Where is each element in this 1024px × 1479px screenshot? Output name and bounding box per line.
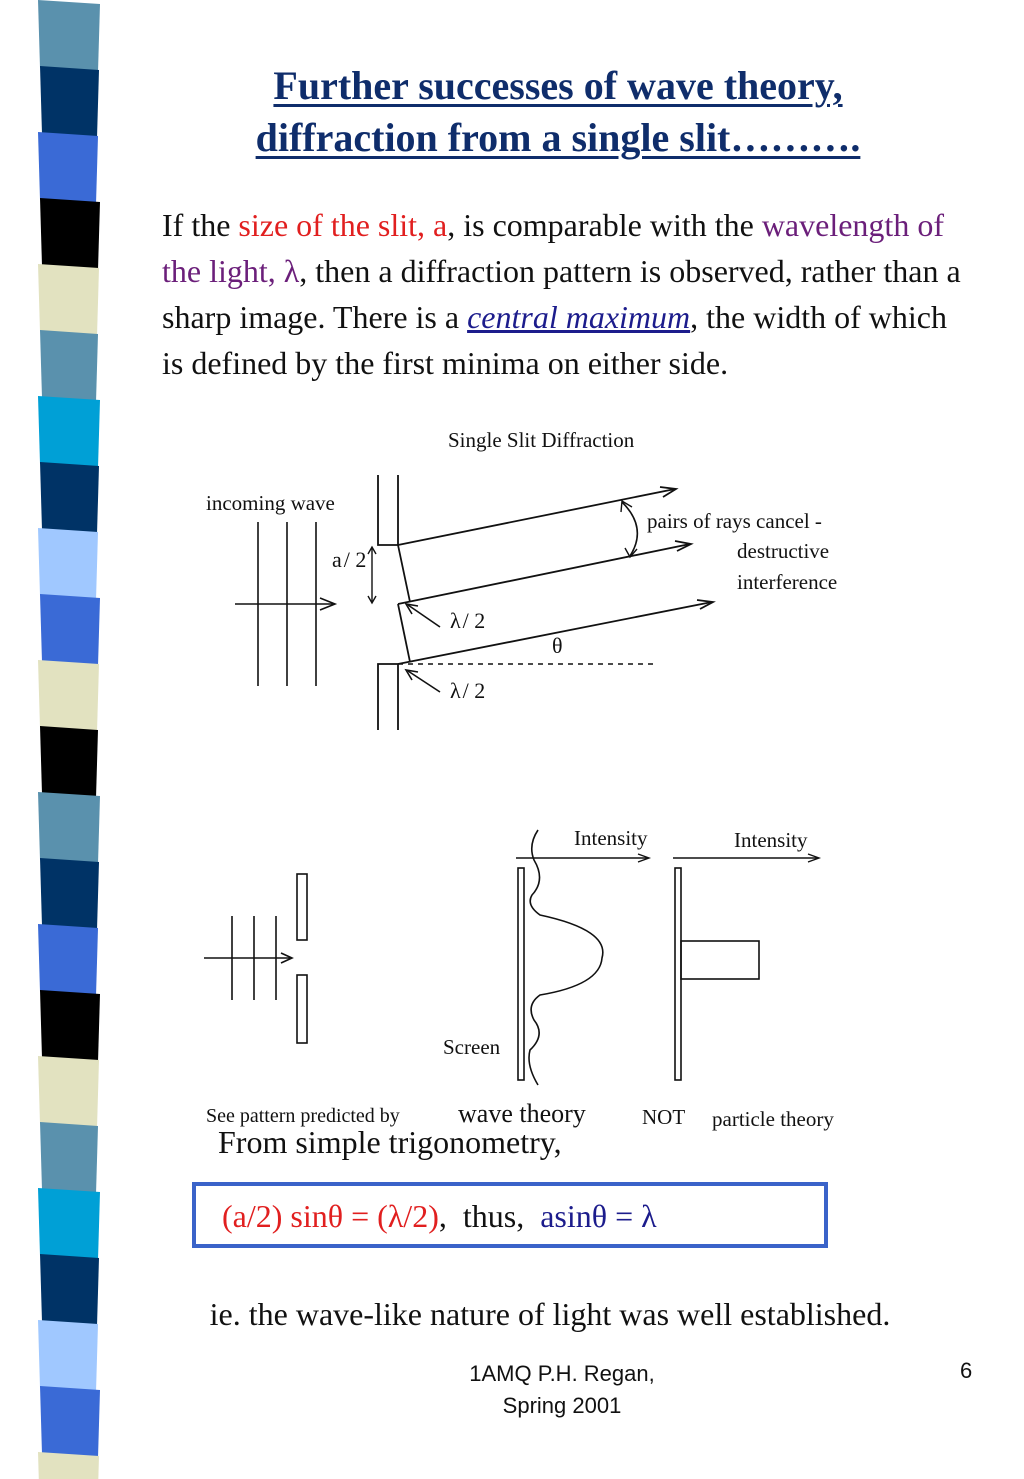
wave-screen — [518, 868, 524, 1080]
trig-intro: From simple trigonometry, — [218, 1124, 562, 1160]
particle-theory-label: particle theory — [712, 1107, 834, 1131]
footer-credit — [412, 1358, 712, 1422]
central-maximum-link[interactable]: central maximum — [467, 299, 691, 335]
lambda-half-label-1: λ/ 2 — [450, 608, 486, 633]
title-line-1: Further successes of wave theory, — [273, 63, 843, 108]
particle-screen — [675, 868, 681, 1080]
destructive-label: destructive — [737, 539, 830, 563]
half-a-label: a/ 2 — [332, 547, 367, 572]
thus-text: , thus, — [438, 1198, 541, 1234]
see-pattern-label: See pattern predicted by — [206, 1105, 400, 1127]
intensity-arrow-1 — [516, 854, 649, 862]
intensity-label-1: Intensity — [574, 826, 648, 850]
equation-2: asinθ = λ — [540, 1198, 657, 1234]
wave-intensity-curve — [529, 830, 603, 1085]
equation-1: (a/2) sinθ = (λ/2) — [222, 1198, 439, 1234]
conclusion-text: ie. the wave-like nature of light was well established. — [209, 1296, 891, 1332]
lambda-half-label-2: λ/ 2 — [450, 678, 486, 703]
intro-text-2: , is comparable with the — [447, 207, 762, 243]
small-wavefronts — [204, 916, 292, 1000]
figure-title: Single Slit Diffraction — [448, 428, 635, 452]
screen-label: Screen — [443, 1035, 501, 1059]
pairs-cancel-label: pairs of rays cancel - — [647, 509, 822, 533]
intro-text-1: If the — [162, 207, 239, 243]
equation-box — [192, 1182, 828, 1248]
small-slit — [297, 874, 307, 1043]
intensity-arrow-2 — [673, 854, 819, 862]
footer-line-2: Spring 2001 — [502, 1393, 622, 1418]
page-number: 6 — [960, 1358, 973, 1383]
wave-theory-label: wave theory — [458, 1099, 586, 1128]
particle-intensity-block — [681, 941, 759, 979]
theta-label: θ — [552, 633, 563, 658]
slit-size-term: size of the slit, a — [238, 207, 448, 243]
intensity-label-2: Intensity — [734, 828, 808, 852]
footer-line-1: 1AMQ P.H. Regan, — [469, 1361, 655, 1386]
not-label: NOT — [642, 1105, 686, 1129]
title-line-2: diffraction from a single slit………. — [255, 115, 861, 160]
incoming-wave-label: incoming wave — [206, 491, 335, 515]
intro-text-3: , then a diffraction pattern is observed, rather than a sharp image. There is a — [162, 253, 961, 335]
interference-label: interference — [737, 570, 838, 594]
intro-text-4: , the width of which is defined by the first minima on either side. — [162, 299, 947, 381]
wavelength-term: wavelength of the light, λ — [162, 207, 944, 289]
